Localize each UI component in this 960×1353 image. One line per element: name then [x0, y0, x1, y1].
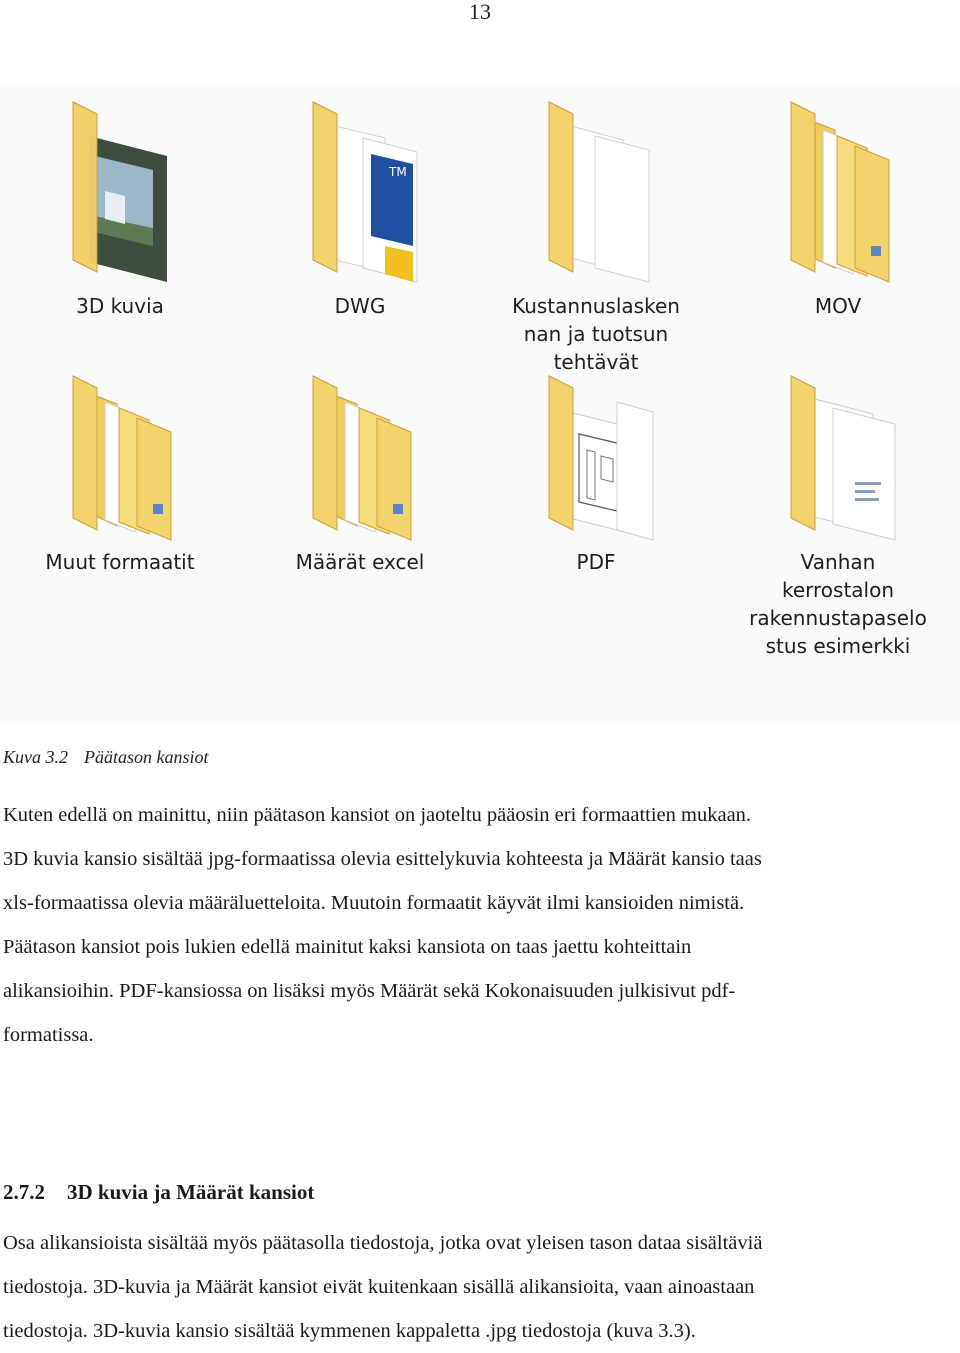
- folder-dwg-icon: [285, 96, 435, 286]
- folder-label: Vanhan kerrostalon rakennustapaselo stus esimerkki: [749, 550, 927, 658]
- folder-pdf[interactable]: [476, 372, 716, 576]
- folder-photos-icon: [45, 96, 195, 286]
- section-title: 3D kuvia ja Määrät kansiot: [67, 1180, 315, 1204]
- folder-label: MOV: [814, 294, 862, 318]
- folder-mov[interactable]: [718, 96, 958, 320]
- folder-vanhan-kerrostalon[interactable]: [718, 372, 958, 660]
- folder-dwg[interactable]: [240, 96, 480, 320]
- caption-text: Päätason kansiot: [84, 747, 209, 767]
- folder-muut-formaatit[interactable]: [0, 372, 240, 576]
- paragraph-1: [3, 793, 953, 1057]
- folder-documents-icon: [521, 96, 671, 286]
- folder-drawings-icon: [521, 372, 671, 542]
- folder-label: Muut formaatit: [45, 550, 195, 574]
- folder-subfolders-icon: [285, 372, 435, 542]
- folder-screenshot-figure: [0, 84, 960, 724]
- section-heading: [3, 1178, 314, 1206]
- paragraph-line: alikansioihin. PDF-kansiossa on lisäksi myös Määrät sekä Kokonaisuuden julkisivut pdf-: [3, 980, 736, 1002]
- paragraph-2: [3, 1221, 953, 1353]
- paragraph-line: xls-formaatissa olevia määräluetteloita. Muutoin formaatit käyvät ilmi kansioiden nimistä.: [3, 892, 745, 914]
- paragraph-line: tiedostoja. 3D-kuvia kansio sisältää kymmenen kappaletta .jpg tiedostoja (kuva 3.3).: [3, 1320, 696, 1342]
- paragraph-line: Osa alikansioista sisältää myös päätasolla tiedostoja, jotka ovat yleisen tason dataa sisältäviä: [3, 1232, 763, 1254]
- svg-text:TM: TM: [389, 165, 407, 179]
- folder-label: DWG: [334, 294, 386, 318]
- folder-label: Kustannuslasken nan ja tuotsun tehtävät: [512, 294, 680, 374]
- folder-documents-icon: [763, 372, 913, 542]
- folder-subfolders-icon: [763, 96, 913, 286]
- figure-caption: [3, 745, 209, 769]
- section-number: 2.7.2: [3, 1180, 45, 1204]
- folder-kustannuslaskenta[interactable]: [476, 96, 716, 376]
- folder-maarat-excel[interactable]: [240, 372, 480, 576]
- paragraph-line: tiedostoja. 3D-kuvia ja Määrät kansiot eivät kuitenkaan sisällä alikansioita, vaan ainoastaan: [3, 1276, 755, 1298]
- page-number: 13: [469, 0, 491, 24]
- folder-subfolders-icon: [45, 372, 195, 542]
- paragraph-line: formatissa.: [3, 1024, 94, 1046]
- caption-number: Kuva 3.2: [3, 747, 68, 767]
- folder-label: 3D kuvia: [76, 294, 164, 318]
- folder-3d-kuvia[interactable]: [0, 96, 240, 320]
- folder-label: PDF: [576, 550, 616, 574]
- paragraph-line: Kuten edellä on mainittu, niin päätason kansiot on jaoteltu pääosin eri formaattien mukaan.: [3, 804, 752, 826]
- folder-label: Määrät excel: [295, 550, 425, 574]
- paragraph-line: 3D kuvia kansio sisältää jpg-formaatissa olevia esittelykuvia kohteesta ja Määrät kansio taas: [3, 848, 762, 870]
- paragraph-line: Päätason kansiot pois lukien edellä mainitut kaksi kansiota on taas jaettu kohteittain: [3, 936, 692, 958]
